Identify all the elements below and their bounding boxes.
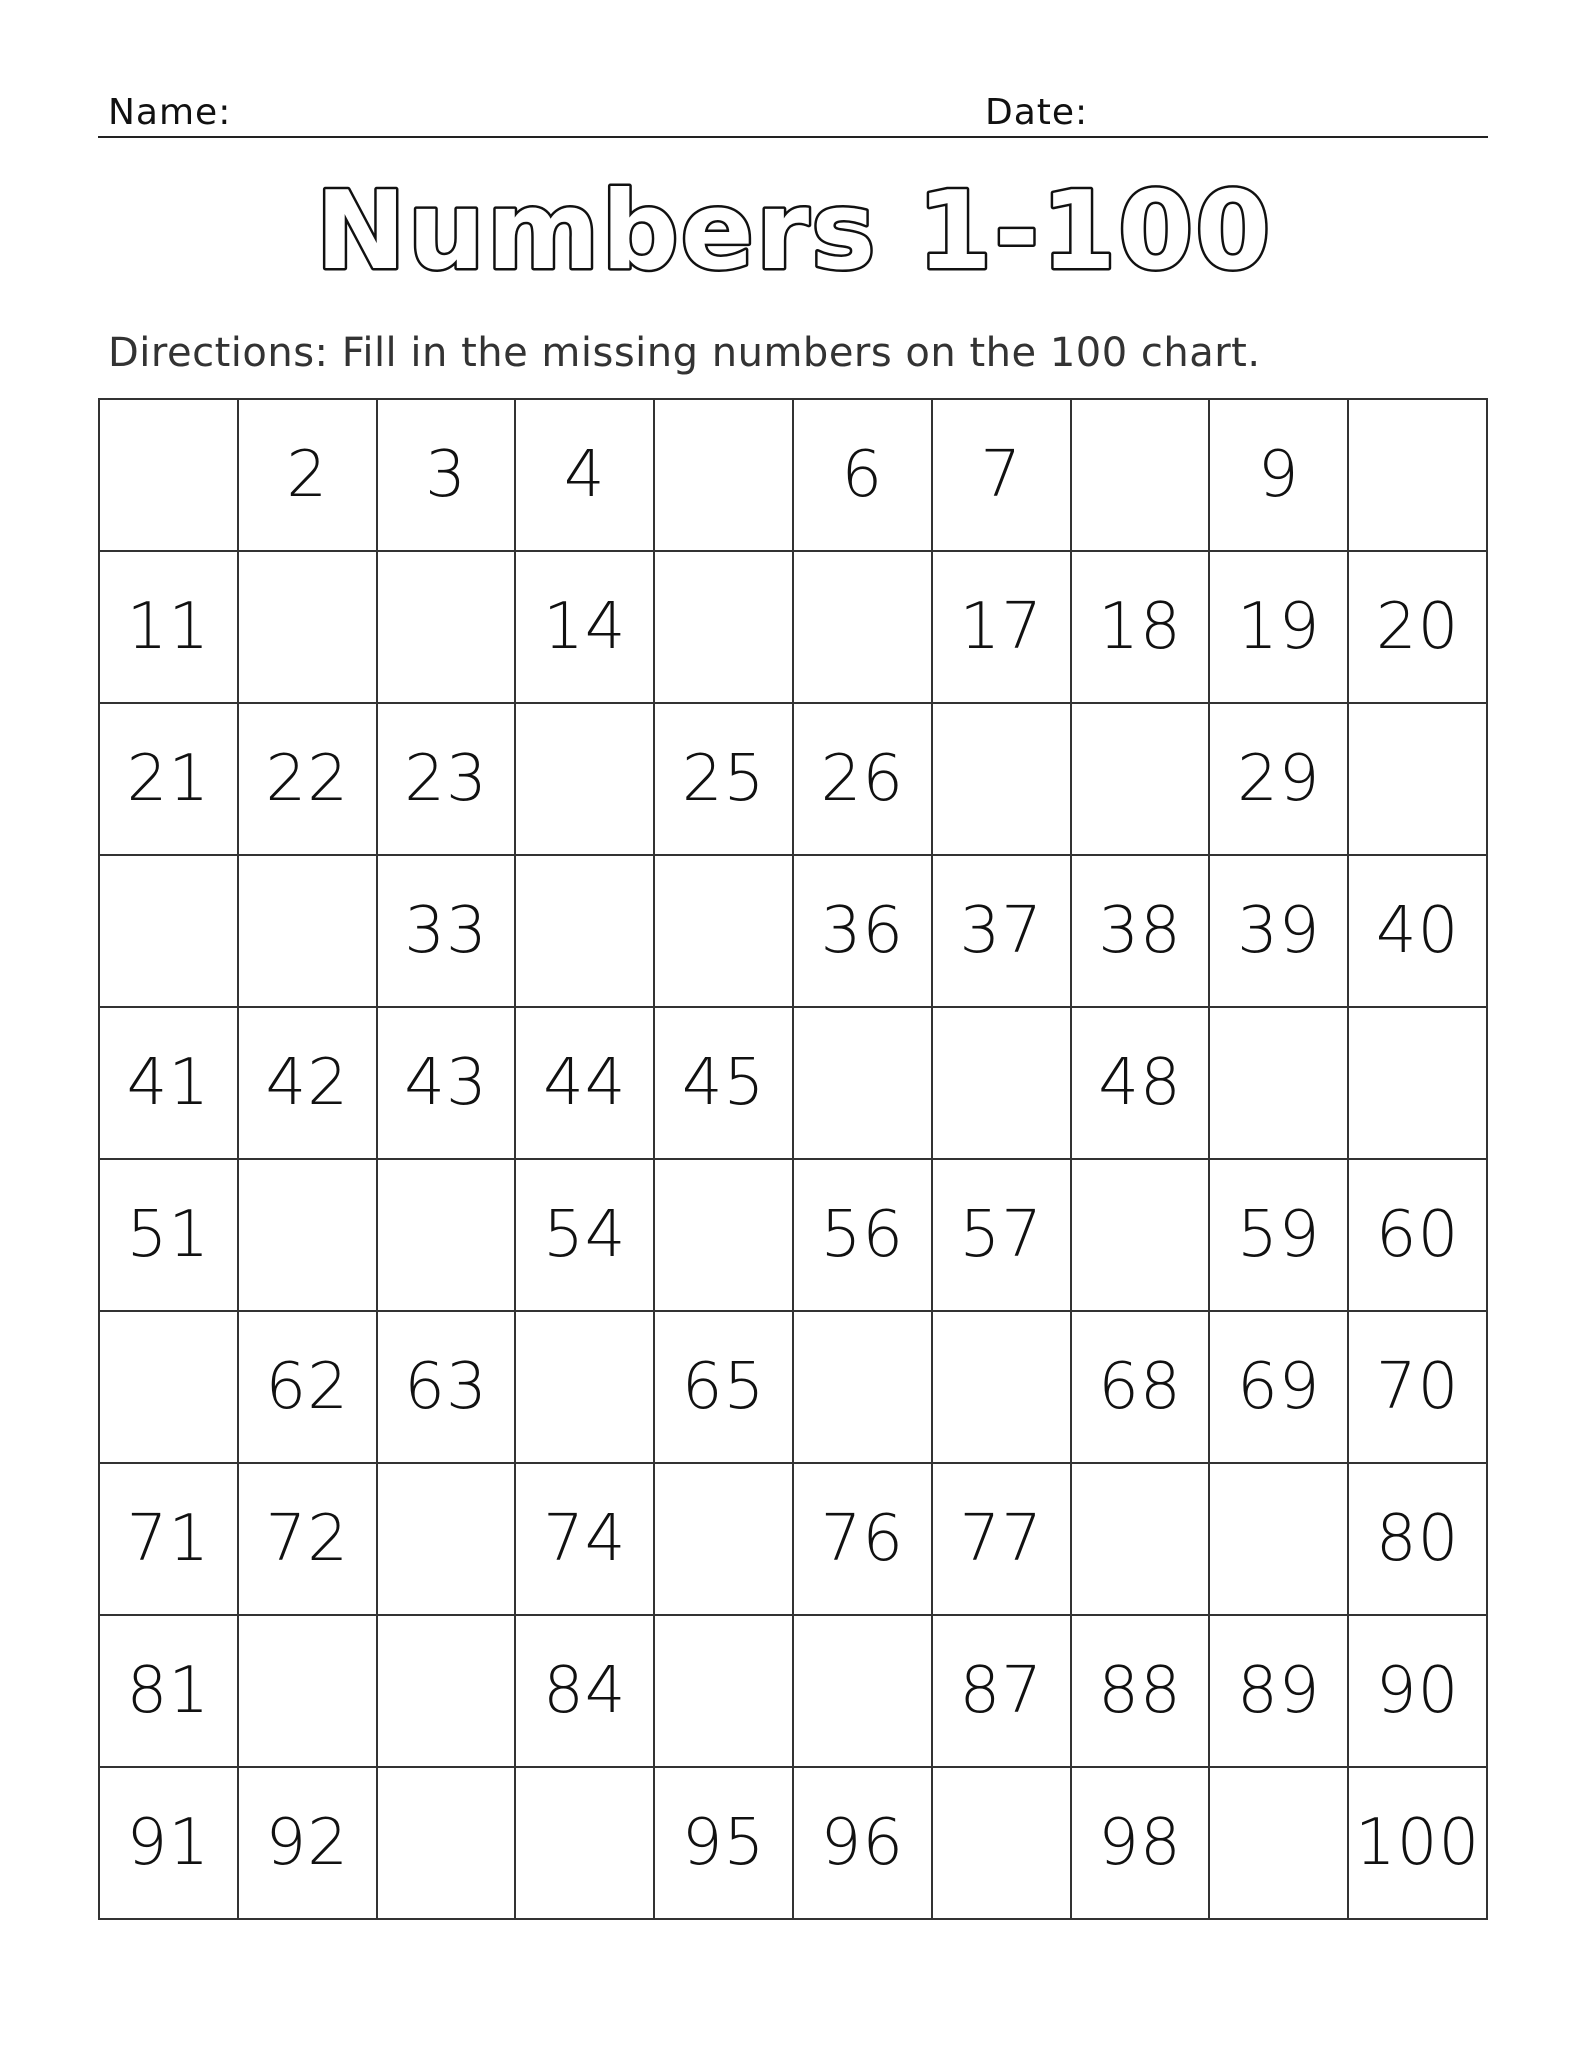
date-label: Date: (985, 92, 1089, 133)
page-title-text: Numbers 1-100 (315, 169, 1273, 294)
chart-cell[interactable] (655, 1616, 794, 1768)
directions-text: Directions: Fill in the missing numbers on the 100 chart. (108, 330, 1261, 376)
chart-cell[interactable] (1349, 704, 1488, 856)
chart-cell: 76 (794, 1464, 933, 1616)
chart-cell: 60 (1349, 1160, 1488, 1312)
chart-cell: 22 (239, 704, 378, 856)
hundred-chart (98, 398, 1488, 1920)
chart-cell: 89 (1210, 1616, 1349, 1768)
chart-cell: 92 (239, 1768, 378, 1920)
chart-cell: 96 (794, 1768, 933, 1920)
chart-cell: 39 (1210, 856, 1349, 1008)
chart-cell: 68 (1072, 1312, 1211, 1464)
chart-cell[interactable] (655, 552, 794, 704)
chart-cell: 98 (1072, 1768, 1211, 1920)
chart-cell[interactable] (794, 552, 933, 704)
chart-cell[interactable] (794, 1008, 933, 1160)
chart-cell: 56 (794, 1160, 933, 1312)
chart-cell[interactable] (239, 1160, 378, 1312)
chart-cell: 2 (239, 400, 378, 552)
name-label: Name: (108, 92, 232, 133)
chart-cell: 9 (1210, 400, 1349, 552)
chart-cell: 65 (655, 1312, 794, 1464)
chart-cell[interactable] (516, 1768, 655, 1920)
chart-cell: 71 (100, 1464, 239, 1616)
chart-cell: 7 (933, 400, 1072, 552)
chart-cell[interactable] (655, 856, 794, 1008)
chart-cell[interactable] (516, 1312, 655, 1464)
chart-cell: 42 (239, 1008, 378, 1160)
chart-cell: 87 (933, 1616, 1072, 1768)
chart-cell: 62 (239, 1312, 378, 1464)
chart-cell: 77 (933, 1464, 1072, 1616)
chart-cell: 14 (516, 552, 655, 704)
chart-cell: 80 (1349, 1464, 1488, 1616)
chart-cell: 59 (1210, 1160, 1349, 1312)
chart-cell: 6 (794, 400, 933, 552)
chart-cell: 11 (100, 552, 239, 704)
chart-cell[interactable] (1072, 1464, 1211, 1616)
chart-cell[interactable] (100, 1312, 239, 1464)
chart-cell[interactable] (100, 856, 239, 1008)
chart-cell: 36 (794, 856, 933, 1008)
chart-cell: 29 (1210, 704, 1349, 856)
chart-cell: 91 (100, 1768, 239, 1920)
chart-cell: 4 (516, 400, 655, 552)
chart-cell[interactable] (1210, 1464, 1349, 1616)
chart-cell: 17 (933, 552, 1072, 704)
chart-cell: 54 (516, 1160, 655, 1312)
chart-cell: 69 (1210, 1312, 1349, 1464)
chart-cell[interactable] (1349, 1008, 1488, 1160)
chart-cell: 18 (1072, 552, 1211, 704)
chart-cell[interactable] (239, 552, 378, 704)
chart-cell: 63 (378, 1312, 517, 1464)
chart-cell[interactable] (933, 1768, 1072, 1920)
chart-cell[interactable] (378, 1464, 517, 1616)
chart-cell[interactable] (933, 1312, 1072, 1464)
chart-cell[interactable] (655, 400, 794, 552)
chart-cell: 38 (1072, 856, 1211, 1008)
chart-cell: 95 (655, 1768, 794, 1920)
chart-cell: 70 (1349, 1312, 1488, 1464)
chart-cell: 3 (378, 400, 517, 552)
chart-cell: 51 (100, 1160, 239, 1312)
chart-cell[interactable] (933, 1008, 1072, 1160)
chart-cell[interactable] (1210, 1768, 1349, 1920)
chart-cell: 88 (1072, 1616, 1211, 1768)
chart-cell[interactable] (794, 1312, 933, 1464)
chart-cell: 72 (239, 1464, 378, 1616)
chart-cell[interactable] (100, 400, 239, 552)
chart-cell[interactable] (378, 1616, 517, 1768)
chart-cell: 43 (378, 1008, 517, 1160)
chart-cell: 100 (1349, 1768, 1488, 1920)
chart-cell: 90 (1349, 1616, 1488, 1768)
chart-cell: 84 (516, 1616, 655, 1768)
chart-cell: 40 (1349, 856, 1488, 1008)
page-title (0, 160, 1588, 310)
chart-cell: 57 (933, 1160, 1072, 1312)
chart-cell[interactable] (1349, 400, 1488, 552)
chart-cell[interactable] (655, 1464, 794, 1616)
chart-cell: 26 (794, 704, 933, 856)
chart-cell: 37 (933, 856, 1072, 1008)
chart-cell: 33 (378, 856, 517, 1008)
chart-cell[interactable] (516, 856, 655, 1008)
chart-cell: 21 (100, 704, 239, 856)
chart-cell: 74 (516, 1464, 655, 1616)
chart-cell[interactable] (655, 1160, 794, 1312)
chart-cell: 25 (655, 704, 794, 856)
chart-cell[interactable] (1072, 704, 1211, 856)
name-date-line (98, 136, 1488, 138)
chart-cell: 20 (1349, 552, 1488, 704)
chart-cell: 81 (100, 1616, 239, 1768)
chart-cell: 41 (100, 1008, 239, 1160)
chart-cell: 48 (1072, 1008, 1211, 1160)
chart-cell: 19 (1210, 552, 1349, 704)
chart-cell[interactable] (794, 1616, 933, 1768)
chart-cell[interactable] (1210, 1008, 1349, 1160)
chart-cell[interactable] (378, 1768, 517, 1920)
chart-cell[interactable] (378, 552, 517, 704)
chart-cell: 44 (516, 1008, 655, 1160)
chart-cell[interactable] (516, 704, 655, 856)
chart-cell: 45 (655, 1008, 794, 1160)
chart-cell[interactable] (1072, 400, 1211, 552)
chart-cell[interactable] (933, 704, 1072, 856)
chart-cell[interactable] (1072, 1160, 1211, 1312)
chart-cell[interactable] (239, 1616, 378, 1768)
chart-cell[interactable] (239, 856, 378, 1008)
chart-cell: 23 (378, 704, 517, 856)
chart-cell[interactable] (378, 1160, 517, 1312)
